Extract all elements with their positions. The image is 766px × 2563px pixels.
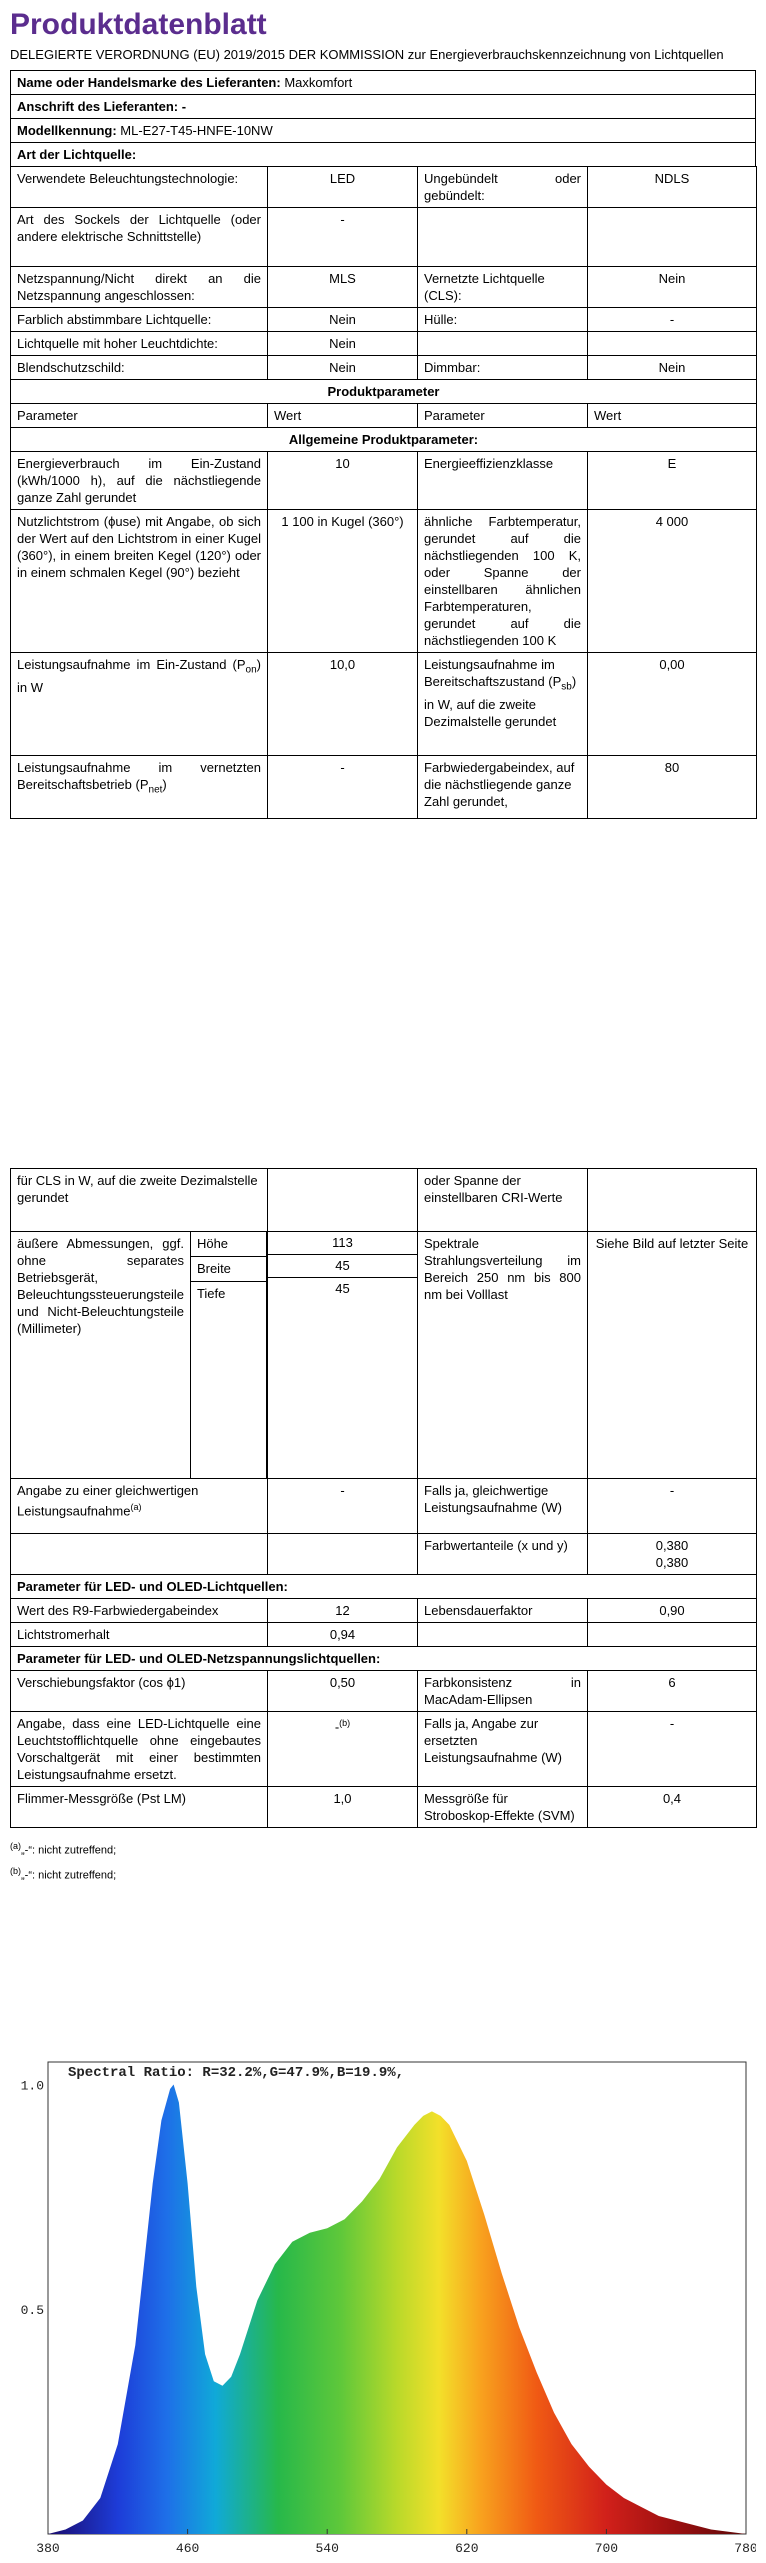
cell-label <box>11 1232 268 1479</box>
cell-label: Netzspannung/Nicht direkt an die Netzspannung angeschlossen: <box>11 267 268 308</box>
cell-empty <box>588 1623 757 1647</box>
row-chromaticity <box>11 1534 757 1575</box>
chroma-x-value: 0,380 <box>655 1538 689 1553</box>
row-power-on <box>11 653 757 756</box>
label-sub: net <box>148 784 163 796</box>
cell-value: 12 <box>268 1599 418 1623</box>
chart-title: Spectral Ratio: R=32.2%,G=47.9%,B=19.9%, <box>68 2065 405 2081</box>
cell-label: Lichtstromerhalt <box>11 1623 268 1647</box>
label-text: ) in W, auf die zweite Dezimalstelle gerundet <box>424 674 577 729</box>
row-flicker <box>11 1787 757 1828</box>
cell-value: Siehe Bild auf letzter Seite <box>588 1232 757 1479</box>
cell-empty <box>588 1169 757 1232</box>
cell-value <box>268 1232 418 1479</box>
cell-value: Nein <box>588 356 757 380</box>
cell-label: Farbwiedergabeindex, auf die nächstliegende ganze Zahl gerundet, <box>418 756 588 819</box>
row-power-net <box>11 756 757 819</box>
cell-value: 1 100 in Kugel (360°) <box>268 510 418 653</box>
cell-label: Flimmer-Messgröße (Pst LM) <box>11 1787 268 1828</box>
cell-value: 0,4 <box>588 1787 757 1828</box>
cell-label: Hülle: <box>418 308 588 332</box>
cell-label: Verwendete Beleuchtungstechnologie: <box>11 167 268 208</box>
row-luminance <box>11 332 757 356</box>
supplier-name-label: Name oder Handelsmarke des Lieferanten: <box>17 75 281 90</box>
value-text: - <box>334 1719 340 1735</box>
cell-label: Spektrale Strahlungsverteilung im Bereich 250 nm bis 800 nm bei Volllast <box>418 1232 588 1479</box>
page-title: Produktdatenblatt <box>10 8 267 41</box>
lighttype-table <box>10 166 757 819</box>
general-parameters-heading: Allgemeine Produktparameter: <box>11 428 757 452</box>
cell-empty <box>588 332 757 356</box>
supplier-address-value: - <box>181 99 187 114</box>
datasheet-page-1 <box>10 0 756 819</box>
cell-label: Lebensdauerfaktor <box>418 1599 588 1623</box>
spectrum-area <box>48 2085 746 2535</box>
cell-label: für CLS in W, auf die zweite Dezimalstelle gerundet <box>11 1169 268 1232</box>
param-header-row <box>11 404 757 428</box>
dim-value: 45 <box>335 1281 350 1296</box>
footnotes <box>10 1836 756 1885</box>
supplier-name-value: Maxkomfort <box>284 75 353 90</box>
cell-label: Blendschutzschild: <box>11 356 268 380</box>
cell-empty <box>418 1623 588 1647</box>
row-mains <box>11 267 757 308</box>
cell-label: ähnliche Farbtemperatur, gerundet auf die nächstliegenden 100 K, oder Spanne der einstellbaren ähnlichen Farbtemperaturen, gerundet auf die nächstliegenden 100 K <box>418 510 588 653</box>
row-shift <box>11 1671 757 1712</box>
cell-label: Verschiebungsfaktor (cos ϕ1) <box>11 1671 268 1712</box>
dim-value: 113 <box>268 1232 417 1255</box>
y-tick-label: 1.0 <box>20 2078 44 2094</box>
cell-label: Angabe, dass eine LED-Lichtquelle eine Leuchtstofflichtquelle ohne eingebautes Vorschaltgerät mit einer bestimmten Leistungsaufnahme ersetzt. <box>11 1712 268 1787</box>
cell-value: - <box>588 1712 757 1787</box>
label-text: Leistungsaufnahme im Ein-Zustand (P <box>17 657 246 672</box>
row-socket <box>11 208 757 267</box>
cell-label: Energieeffizienzklasse <box>418 452 588 510</box>
cell-value: Nein <box>268 308 418 332</box>
product-parameters-heading: Produktparameter <box>11 380 757 404</box>
datasheet-page-2 <box>10 1168 756 1885</box>
footnote-text: „-“: nicht zutreffend; <box>21 1844 117 1857</box>
cell-label: Falls ja, Angabe zur ersetzten Leistungsaufnahme (W) <box>418 1712 588 1787</box>
cell-empty <box>268 1169 418 1232</box>
cell-value: Nein <box>588 267 757 308</box>
label-text: ) <box>162 777 167 792</box>
label-text: Angabe zu einer gleichwertigen Leistungsaufnahme <box>17 1483 199 1519</box>
row-technology <box>11 167 757 208</box>
dimensions-label: äußere Abmessungen, ggf. ohne separates Betriebsgerät, Beleuchtungssteuerungsteile und Nicht-Beleuchtungsteile (Millimeter) <box>11 1232 190 1478</box>
row-flux <box>11 510 757 653</box>
spectrum-svg <box>10 2052 756 2560</box>
row-energy <box>11 452 757 510</box>
cell-label: Lichtquelle mit hoher Leuchtdichte: <box>11 332 268 356</box>
row-r9 <box>11 1599 757 1623</box>
x-tick-label: 780 <box>734 2541 756 2556</box>
cell-value: 0,50 <box>268 1671 418 1712</box>
row-replace <box>11 1712 757 1787</box>
footnote-mark: (b) <box>339 1718 351 1728</box>
supplier-address-label: Anschrift des Lieferanten: <box>17 99 179 114</box>
cell-value: MLS <box>268 267 418 308</box>
cell-value: NDLS <box>588 167 757 208</box>
cell-label: Dimmbar: <box>418 356 588 380</box>
row-tunable <box>11 308 757 332</box>
x-tick-label: 540 <box>315 2541 339 2556</box>
row-dimensions <box>11 1232 757 1479</box>
label-text: Leistungsaufnahme im vernetzten Bereitschaftsbetrieb (P <box>17 760 261 792</box>
cell-value: - <box>268 756 418 819</box>
dim-name: Höhe <box>190 1232 266 1257</box>
cell-label: Falls ja, gleichwertige Leistungsaufnahme (W) <box>418 1479 588 1534</box>
regulation-text: DELEGIERTE VERORDNUNG (EU) 2019/2015 DER KOMMISSION zur Energieverbrauchskennzeichnung von Lichtquellen <box>10 47 724 62</box>
cell-label <box>11 1479 268 1534</box>
dim-name: Tiefe <box>190 1282 266 1479</box>
footnote-mark: (b) <box>10 1865 21 1876</box>
dimensions-table <box>11 1232 267 1478</box>
footnote-text: „-“: nicht zutreffend; <box>21 1869 117 1882</box>
cell-label: Farbwertanteile (x und y) <box>418 1534 588 1575</box>
cell-empty <box>588 208 757 267</box>
light-type-heading: Art der Lichtquelle: <box>11 143 756 167</box>
x-tick-label: 380 <box>36 2541 60 2556</box>
cell-label: Art des Sockels der Lichtquelle (oder andere elektrische Schnittstelle) <box>11 208 268 267</box>
col-header-parameter: Parameter <box>418 404 588 428</box>
cell-value: 80 <box>588 756 757 819</box>
cell-label: Wert des R9-Farbwiedergabeindex <box>11 1599 268 1623</box>
x-tick-label: 700 <box>594 2541 619 2556</box>
cell-label: Vernetzte Lichtquelle (CLS): <box>418 267 588 308</box>
spectrum-chart <box>10 2052 756 2560</box>
dim-value: 45 <box>268 1255 417 1278</box>
cell-label: Ungebündelt oder gebündelt: <box>418 167 588 208</box>
row-continuation <box>11 1169 757 1232</box>
cell-value: 0,94 <box>268 1623 418 1647</box>
cell-value: E <box>588 452 757 510</box>
cell-value: - <box>268 208 418 267</box>
continued-table <box>10 1168 757 1828</box>
label-text: Leistungsaufnahme im Bereitschaftszustand (P <box>424 657 562 689</box>
cell-empty <box>418 208 588 267</box>
cell-value: - <box>588 1479 757 1534</box>
cell-value: Nein <box>268 356 418 380</box>
cell-value: - <box>588 308 757 332</box>
row-maintenance <box>11 1623 757 1647</box>
row-equivalent <box>11 1479 757 1534</box>
footnote-b <box>10 1861 756 1886</box>
row-antiglare <box>11 356 757 380</box>
cell-empty <box>11 1534 268 1575</box>
x-tick-label: 620 <box>455 2541 479 2556</box>
y-tick-label: 0.5 <box>20 2303 44 2319</box>
cell-label: Energieverbrauch im Ein-Zustand (kWh/1000 h), auf die nächstliegende ganze Zahl gerundet <box>11 452 268 510</box>
footnote-a <box>10 1836 756 1861</box>
cell-value <box>268 1712 418 1787</box>
cell-value: 0,90 <box>588 1599 757 1623</box>
dim-name: Breite <box>190 1257 266 1282</box>
cell-label: Farblich abstimmbare Lichtquelle: <box>11 308 268 332</box>
cell-value: 4 000 <box>588 510 757 653</box>
cell-label: Nutzlichtstrom (ϕuse) mit Angabe, ob sich der Wert auf den Lichtstrom in einer Kugel (360°), in einem breiten Kegel (120°) oder in einem schmalen Kegel (90°) bezieht <box>11 510 268 653</box>
cell-label: Farbkonsistenz in MacAdam-Ellipsen <box>418 1671 588 1712</box>
mains-parameters-heading: Parameter für LED- und OLED-Netzspannungslichtquellen: <box>11 1647 757 1671</box>
cell-value: 10,0 <box>268 653 418 756</box>
model-row <box>11 119 756 143</box>
label-sub: sb <box>561 681 572 693</box>
supplier-address-row <box>11 95 756 119</box>
cell-label <box>11 756 268 819</box>
footnote-mark: (a) <box>10 1841 21 1851</box>
cell-label <box>418 653 588 756</box>
model-label: Modellkennung: <box>17 123 117 138</box>
cell-value: - <box>268 1479 418 1534</box>
cell-value <box>588 1534 757 1575</box>
cell-value: LED <box>268 167 418 208</box>
label-sub: on <box>245 664 257 676</box>
model-value: ML-E27-T45-HNFE-10NW <box>120 123 273 138</box>
cell-value: 1,0 <box>268 1787 418 1828</box>
col-header-value: Wert <box>268 404 418 428</box>
cell-value: 6 <box>588 1671 757 1712</box>
col-header-value: Wert <box>588 404 757 428</box>
cell-label: Messgröße für Stroboskop-Effekte (SVM) <box>418 1787 588 1828</box>
cell-value: 10 <box>268 452 418 510</box>
cell-value: Nein <box>268 332 418 356</box>
col-header-parameter: Parameter <box>11 404 268 428</box>
supplier-table <box>10 70 756 167</box>
cell-label: oder Spanne der einstellbaren CRI-Werte <box>418 1169 588 1232</box>
label-text: ) in W <box>17 657 261 695</box>
cell-label <box>11 653 268 756</box>
led-parameters-heading: Parameter für LED- und OLED-Lichtquellen: <box>11 1575 757 1599</box>
cell-value: 0,00 <box>588 653 757 756</box>
supplier-name-row <box>11 71 756 95</box>
x-tick-label: 460 <box>175 2541 200 2556</box>
cell-empty <box>418 332 588 356</box>
cell-empty <box>268 1534 418 1575</box>
chroma-y-value: 0,380 <box>655 1555 689 1570</box>
footnote-mark: (a) <box>130 1502 142 1512</box>
